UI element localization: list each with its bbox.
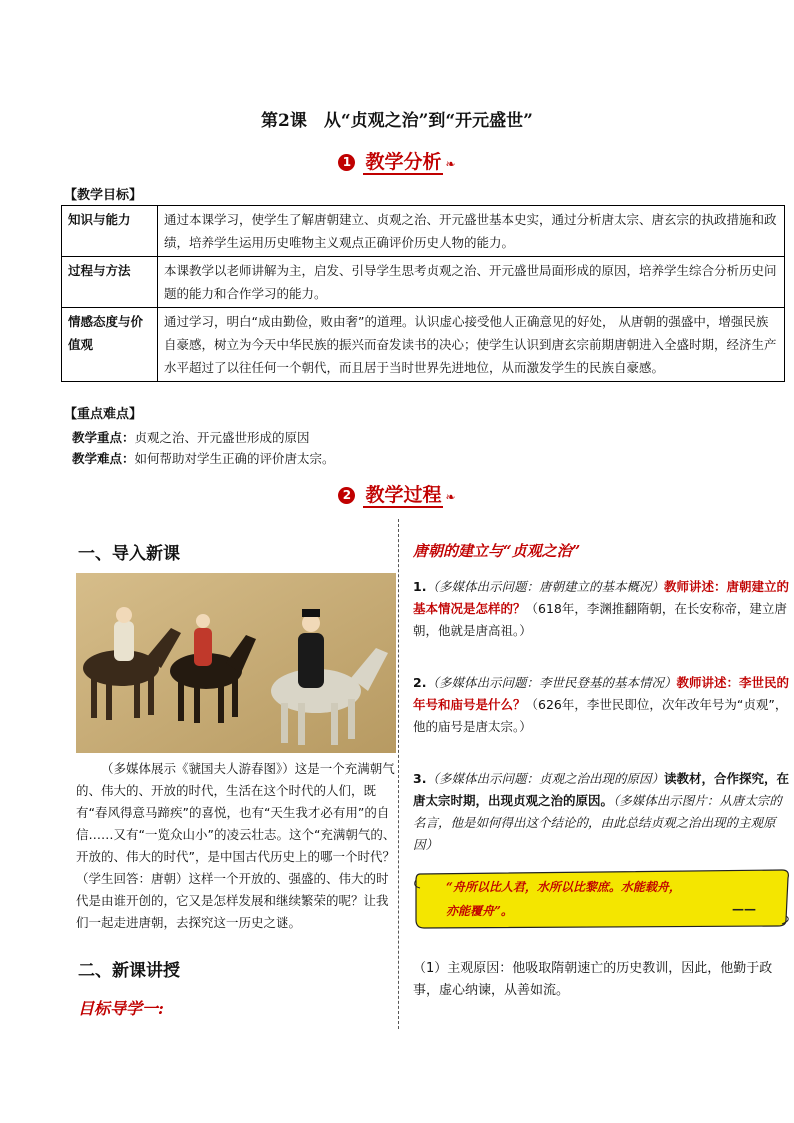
difficulty-text: 如何帮助对学生正确的评价唐太宗。 [134, 451, 335, 466]
item-note: （多媒体出示问题：唐朝建立的基本概况） [426, 579, 664, 594]
item-question: 唐朝建立的基本情况是怎样的？ [413, 579, 789, 616]
keypoints-heading: 【重点难点】 [64, 407, 143, 422]
section-header-analysis [0, 147, 794, 174]
item-answer: （618年，李渊推翻隋朝，在长安称帝，建立唐朝，他就是唐高祖。） [413, 601, 787, 638]
focus-label: 教学重点： [72, 430, 135, 445]
subjective-reason: （1）主观原因：他吸取隋朝速亡的历史教训，因此，他勤于政事，虚心纳谏，从善如流。 [413, 961, 773, 998]
leaf-icon: ❧ [445, 157, 456, 171]
heading-introduction: 一、导入新课 [78, 544, 180, 564]
item-2 [413, 672, 793, 738]
goals-heading: 【教学目标】 [64, 188, 143, 203]
item-1 [413, 576, 793, 642]
goal-label: 知识与能力 [62, 206, 158, 257]
quote-scroll [410, 866, 792, 930]
item-number: 3. [413, 771, 427, 786]
goal-label: 情感态度与价值观 [62, 308, 158, 382]
teaching-focus [72, 428, 310, 446]
item-question: 李世民的年号和庙号是什么？ [413, 675, 789, 712]
lesson-title: 第2课 从“贞观之治”到“开元盛世” [261, 111, 533, 131]
section-number-badge: 2 [338, 487, 355, 504]
item-note: （多媒体出示问题：贞观之治出现的原因） [426, 771, 664, 786]
section-number-badge: 1 [338, 154, 355, 171]
introduction-paragraph: （多媒体展示《虢国夫人游春图》）这是一个充满朝气的、伟大的、开放的时代，生活在这个时代的人们，既有“春风得意马蹄疾”的喜悦，也有“天生我才必有用”的自信……又有“一览众山小”的凌云壮志。这个“充满朝气的、开放的、伟大的时代”，是中国古代历史上的哪一个时代？（学生回答：唐朝）这样一个开放的、强盛的、伟大的时代是由谁开创的，它又是怎样发展和继续繁荣的呢？让我们一起走进唐朝，去探究这一历史之谜。 [76, 761, 396, 930]
item-note-2: （多媒体出示图片：从唐太宗的名言，他是如何得出这个结论的，由此总结贞观之治出现的主观原因） [413, 793, 782, 852]
leaf-icon: ❧ [445, 490, 456, 504]
difficulty-label: 教学难点： [72, 451, 135, 466]
heading-target-guide: 目标导学一: [78, 999, 164, 1018]
item-3 [413, 768, 793, 856]
quote-line-2: 亦能覆舟”。 [446, 904, 513, 918]
section-label: 教学分析 [365, 151, 442, 173]
goal-label: 过程与方法 [62, 257, 158, 308]
goals-table [61, 205, 785, 382]
painting-image [76, 573, 396, 753]
heading-new-lesson: 二、新课讲授 [78, 961, 180, 981]
goal-text: 通过本课学习，使学生了解唐朝建立、贞观之治、开元盛世基本史实，通过分析唐太宗、唐玄宗的执政措施和政绩，培养学生运用历史唯物主义观点正确评价历史人物的能力。 [158, 206, 785, 257]
table-row [62, 206, 785, 257]
item-number: 2. [413, 675, 427, 690]
section-label: 教学过程 [365, 484, 442, 506]
item-main: 读教材，合作探究，在唐太宗时期，出现贞观之治的原因。 [413, 771, 789, 808]
item-lead: 教师讲述： [676, 675, 739, 690]
item-number: 1. [413, 579, 427, 594]
item-answer: （626年，李世民即位，次年改年号为“贞观”，他的庙号是唐太宗。） [413, 697, 788, 734]
focus-text: 贞观之治、开元盛世形成的原因 [134, 430, 310, 445]
quote-line-1: “舟所以比人君，水所以比黎庶。水能载舟， [446, 880, 681, 894]
scroll-background [410, 866, 792, 930]
quote-dash: —— [732, 902, 756, 916]
horse-riders-illustration [76, 573, 396, 753]
table-row [62, 257, 785, 308]
goal-text: 通过学习，明白“成由勤俭，败由奢”的道理。认识虚心接受他人正确意见的好处， 从唐朝的强盛中，增强民族自豪感，树立为今天中华民族的振兴而奋发读书的决心；使学生认识到唐玄宗前期唐朝进入全盛时期，经济生产水平超过了以往任何一个朝代，而且居于当时世界先进地位，从而激发学生的民族自豪感。 [158, 308, 785, 382]
goal-text: 本课教学以老师讲解为主，启发、引导学生思考贞观之治、开元盛世局面形成的原因，培养学生综合分析历史问题的能力和合作学习的能力。 [158, 257, 785, 308]
item-lead: 教师讲述： [663, 579, 727, 594]
table-row [62, 308, 785, 382]
teaching-difficulty [72, 449, 335, 467]
right-section-title: 唐朝的建立与“贞观之治” [413, 542, 581, 560]
section-header-process [0, 480, 794, 507]
column-divider [398, 519, 399, 1029]
item-note: （多媒体出示问题：李世民登基的基本情况） [426, 675, 677, 690]
